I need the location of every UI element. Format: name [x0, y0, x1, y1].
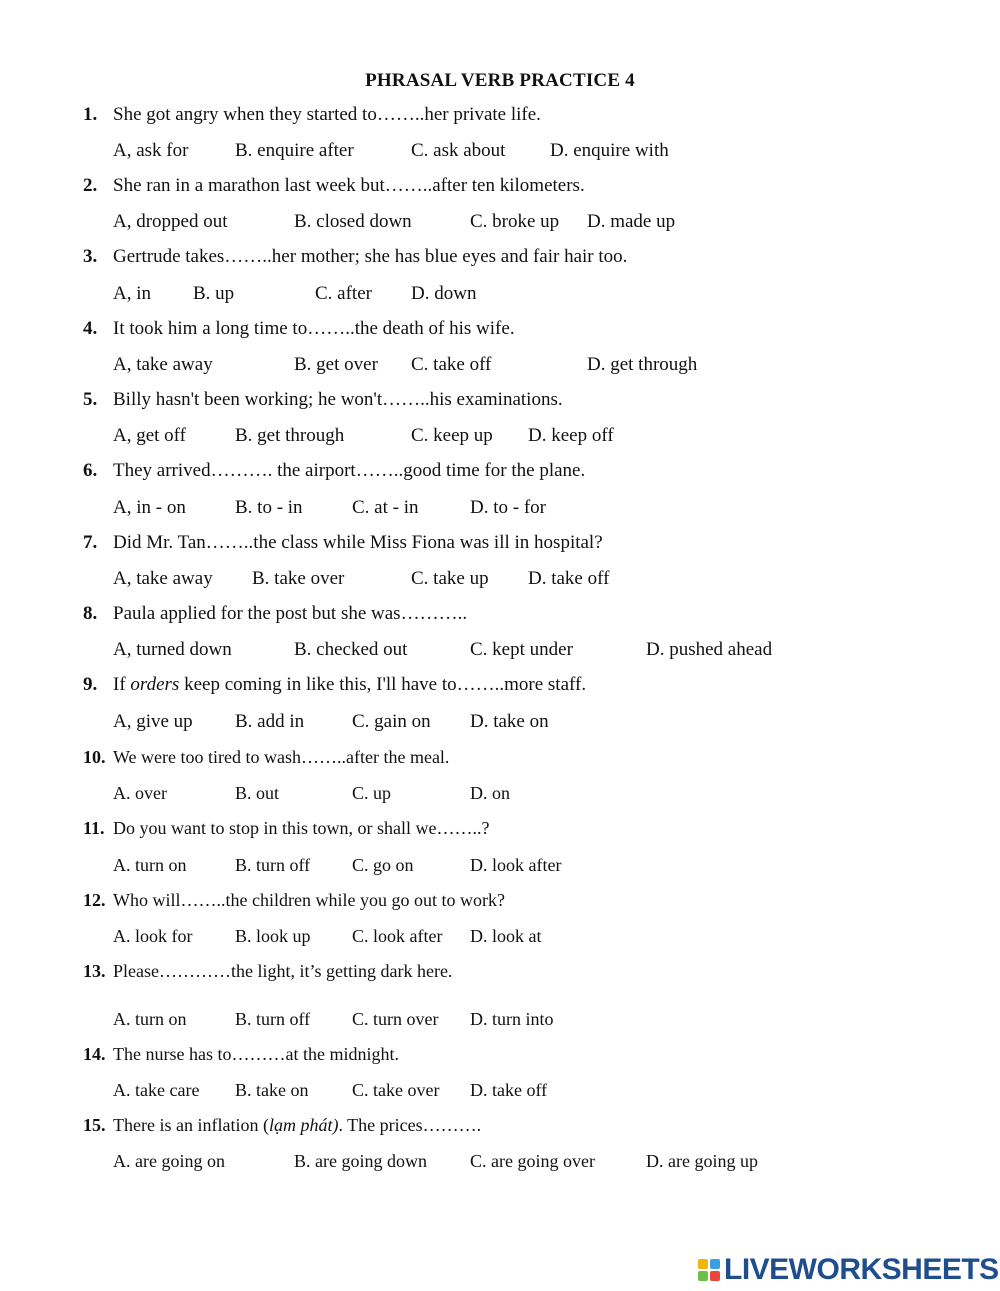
- logo-block: [698, 1259, 708, 1269]
- question-text: We were too tired to wash……..after the meal.: [113, 747, 450, 767]
- option-a[interactable]: A, dropped out: [113, 211, 228, 232]
- option-c[interactable]: C. after: [315, 283, 372, 304]
- option-c[interactable]: C. gain on: [352, 711, 431, 732]
- question-number: 10.: [83, 747, 106, 767]
- question-text: Paula applied for the post but she was………..: [113, 603, 468, 624]
- option-a[interactable]: A. look for: [113, 926, 193, 946]
- question-13: [83, 961, 452, 982]
- option-b[interactable]: B. turn off: [235, 855, 311, 875]
- question-number: 4.: [83, 318, 98, 339]
- option-d[interactable]: D. down: [411, 283, 477, 304]
- option-d[interactable]: D. take off: [470, 1080, 548, 1100]
- option-a[interactable]: A, in: [113, 283, 151, 304]
- option-a[interactable]: A, get off: [113, 425, 186, 446]
- option-a[interactable]: A, give up: [113, 711, 193, 732]
- question-text: Who will……..the children while you go out to work?: [113, 890, 505, 910]
- question-number: 12.: [83, 890, 106, 910]
- option-a[interactable]: A. turn on: [113, 1009, 187, 1029]
- question-text-end: keep coming in like this, I'll have to……..more staff.: [179, 674, 587, 695]
- question-number: 1.: [83, 104, 98, 125]
- question-4: [83, 318, 515, 340]
- option-b[interactable]: B. add in: [235, 711, 305, 732]
- option-d[interactable]: D. on: [470, 783, 510, 803]
- question-5: [83, 389, 563, 411]
- question-text: Do you want to stop in this town, or shall we……..?: [113, 818, 490, 838]
- question-1: [83, 104, 541, 126]
- option-d[interactable]: D. to - for: [470, 497, 546, 518]
- option-d[interactable]: D. look at: [470, 926, 542, 946]
- option-a[interactable]: A. are going on: [113, 1151, 225, 1171]
- question-number: 2.: [83, 175, 98, 196]
- question-text: The nurse has to………at the midnight.: [113, 1044, 399, 1064]
- question-number: 14.: [83, 1044, 106, 1064]
- option-b[interactable]: B. get over: [294, 354, 378, 375]
- logo-block: [710, 1259, 720, 1269]
- option-a[interactable]: A. turn on: [113, 855, 187, 875]
- question-number: 15.: [83, 1115, 106, 1135]
- option-b[interactable]: B. take over: [252, 568, 345, 589]
- option-d[interactable]: D. turn into: [470, 1009, 554, 1029]
- question-text-italic: lạm phát): [268, 1115, 339, 1135]
- question-number: 13.: [83, 961, 106, 981]
- option-b[interactable]: B. up: [193, 283, 235, 304]
- option-a[interactable]: A, in - on: [113, 497, 186, 518]
- question-number: 7.: [83, 532, 98, 553]
- worksheet-title: PHRASAL VERB PRACTICE 4: [365, 70, 635, 91]
- option-d[interactable]: D. made up: [587, 211, 676, 232]
- logo-block: [710, 1271, 720, 1281]
- question-text-end: . The prices……….: [338, 1115, 482, 1135]
- option-a[interactable]: A, turned down: [113, 639, 232, 660]
- option-a[interactable]: A. take care: [113, 1080, 200, 1100]
- option-d[interactable]: D. are going up: [646, 1151, 758, 1171]
- option-a[interactable]: A, take away: [113, 354, 213, 375]
- question-text: She got angry when they started to……..her private life.: [113, 104, 541, 125]
- option-b[interactable]: B. are going down: [294, 1151, 427, 1171]
- logo-blocks-icon: [698, 1259, 720, 1281]
- option-b[interactable]: B. look up: [235, 926, 311, 946]
- option-b[interactable]: B. enquire after: [235, 140, 354, 161]
- option-c[interactable]: C. kept under: [470, 639, 573, 660]
- option-c[interactable]: C. up: [352, 783, 392, 803]
- question-number: 6.: [83, 460, 98, 481]
- logo-block: [698, 1271, 708, 1281]
- question-text-start: If: [113, 674, 131, 695]
- option-c[interactable]: C. keep up: [411, 425, 493, 446]
- option-a[interactable]: A, ask for: [113, 140, 189, 161]
- question-number: 9.: [83, 674, 98, 695]
- option-b[interactable]: B. out: [235, 783, 280, 803]
- question-text-italic: orders: [130, 674, 180, 695]
- question-11: [83, 818, 489, 839]
- question-text: She ran in a marathon last week but……..after ten kilometers.: [113, 175, 585, 196]
- question-text: It took him a long time to……..the death of his wife.: [113, 318, 515, 339]
- option-c[interactable]: C. are going over: [470, 1151, 595, 1171]
- option-d[interactable]: D. look after: [470, 855, 562, 875]
- question-text: Billy hasn't been working; he won't……..his examinations.: [113, 389, 563, 410]
- option-c[interactable]: C. turn over: [352, 1009, 439, 1029]
- liveworksheets-logo[interactable]: [698, 1253, 999, 1287]
- option-c[interactable]: C. go on: [352, 855, 414, 875]
- question-text: Did Mr. Tan……..the class while Miss Fiona was ill in hospital?: [113, 532, 603, 553]
- question-8: [83, 603, 467, 625]
- question-number: 8.: [83, 603, 98, 624]
- option-d[interactable]: D. pushed ahead: [646, 639, 773, 660]
- option-b[interactable]: B. closed down: [294, 211, 412, 232]
- option-a[interactable]: A, take away: [113, 568, 213, 589]
- option-b[interactable]: B. to - in: [235, 497, 303, 518]
- question-7: [83, 532, 603, 554]
- option-a[interactable]: A. over: [113, 783, 167, 803]
- question-9: [83, 674, 586, 696]
- option-d[interactable]: D. enquire with: [550, 140, 669, 161]
- question-number: 11.: [83, 818, 105, 838]
- option-c[interactable]: C. take up: [411, 568, 489, 589]
- option-d[interactable]: D. keep off: [528, 425, 614, 446]
- option-c[interactable]: C. at - in: [352, 497, 419, 518]
- option-b[interactable]: B. checked out: [294, 639, 408, 660]
- option-b[interactable]: B. take on: [235, 1080, 309, 1100]
- logo-text: LIVEWORKSHEETS: [724, 1253, 999, 1286]
- question-text: Gertrude takes……..her mother; she has blue eyes and fair hair too.: [113, 246, 628, 267]
- option-d[interactable]: D. take off: [528, 568, 610, 589]
- option-d[interactable]: D. get through: [587, 354, 698, 375]
- option-c[interactable]: C. take over: [352, 1080, 440, 1100]
- question-text: They arrived………. the airport……..good time for the plane.: [113, 460, 586, 481]
- option-c[interactable]: C. look after: [352, 926, 443, 946]
- question-number: 5.: [83, 389, 98, 410]
- question-6: [83, 460, 585, 482]
- option-b[interactable]: B. turn off: [235, 1009, 311, 1029]
- question-text-start: There is an inflation (: [113, 1115, 269, 1135]
- question-15: [83, 1115, 481, 1136]
- question-10: [83, 747, 449, 768]
- option-c[interactable]: C. take off: [411, 354, 492, 375]
- option-c[interactable]: C. ask about: [411, 140, 506, 161]
- question-2: [83, 175, 585, 197]
- option-c[interactable]: C. broke up: [470, 211, 560, 232]
- question-number: 3.: [83, 246, 98, 267]
- option-b[interactable]: B. get through: [235, 425, 345, 446]
- option-d[interactable]: D. take on: [470, 711, 549, 732]
- question-text: Please…………the light, it’s getting dark here.: [113, 961, 453, 981]
- question-14: [83, 1044, 399, 1065]
- question-3: [83, 246, 627, 268]
- question-12: [83, 890, 505, 911]
